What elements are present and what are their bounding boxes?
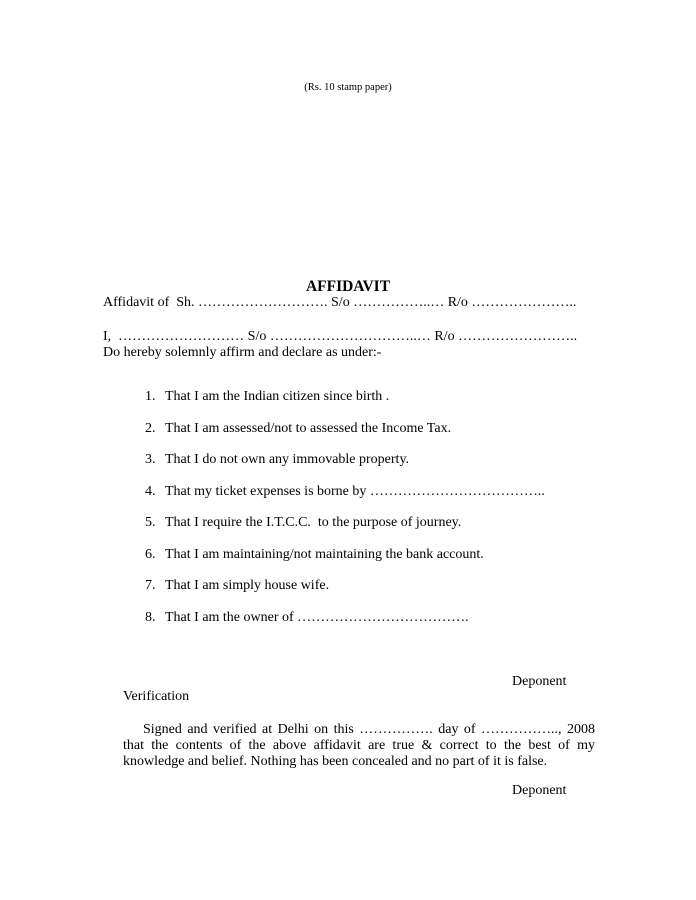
declaration-intro: Do hereby solemnly affirm and declare as under:- — [103, 345, 382, 360]
deponent-signature-label: Deponent — [512, 674, 567, 689]
item-number: 5. — [145, 515, 156, 530]
item-text: That I require the I.T.C.C. to the purpose of journey. — [165, 515, 462, 530]
affidavit-of-line: Affidavit of Sh. ………………………. S/o ……………..… R/o ………………….. — [103, 295, 577, 310]
declarant-line: I, ……………………… S/o …………………………..… R/o …………………….. — [103, 329, 578, 344]
item-number: 2. — [145, 420, 156, 436]
item-number: 4. — [145, 483, 156, 499]
item-text: That my ticket expenses is borne by ……………………………….. — [165, 483, 545, 499]
declaration-item — [124, 597, 469, 639]
stamp-paper-note: (Rs. 10 stamp paper) — [304, 82, 392, 93]
item-number: 1. — [145, 389, 156, 404]
item-text: That I am the Indian citizen since birth . — [165, 389, 390, 404]
item-text: That I do not own any immovable property. — [165, 452, 410, 467]
document-title: AFFIDAVIT — [305, 278, 391, 295]
item-text: That I am the owner of ………………………………. — [165, 609, 469, 625]
item-number: 8. — [145, 609, 156, 625]
verification-text: Signed and verified at Delhi on this ……………. day of …………….., 2008 that the contents of the above affidavit are true & correct to the best of my knowledge and belief. Nothing has been concealed and no part of it is false. — [123, 722, 595, 769]
verification-heading: Verification — [123, 689, 190, 704]
verification-paragraph — [123, 722, 595, 770]
deponent-verification-label: Deponent — [512, 783, 567, 798]
item-text: That I am simply house wife. — [165, 578, 330, 593]
item-number: 6. — [145, 546, 156, 562]
item-number: 3. — [145, 452, 156, 467]
item-number: 7. — [145, 578, 156, 593]
item-text: That I am assessed/not to assessed the Income Tax. — [165, 420, 452, 436]
item-text: That I am maintaining/not maintaining the bank account. — [165, 546, 484, 562]
